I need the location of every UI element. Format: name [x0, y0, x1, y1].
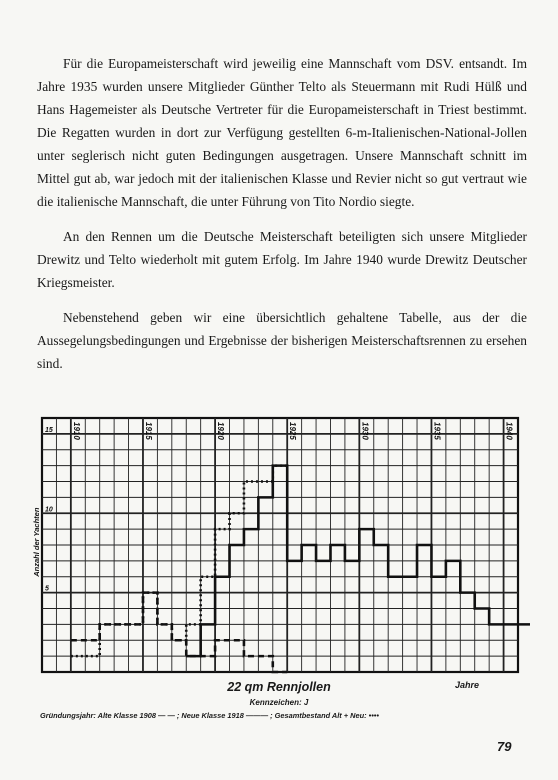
x-tick-label: 1925: [288, 422, 298, 440]
chart-title: 22 qm Rennjollen: [227, 680, 331, 694]
x-tick-label: 1920: [216, 422, 226, 440]
x-tick-label: 1940: [504, 422, 514, 440]
y-tick-label: 5: [45, 585, 49, 593]
y-axis-label: Anzahl der Yachten: [32, 507, 41, 577]
paragraph-2: An den Rennen um die Deutsche Meisterschaft beteiligten sich unsere Mitglieder Drewitz und Telto wiederholt mit gutem Erfolg. Im Jahre 1940 wurde Drewitz Deutscher Kriegsmeister.: [37, 229, 527, 290]
x-tick-label: 1915: [143, 422, 153, 440]
y-tick-label: 15: [45, 426, 53, 434]
body-text: [37, 52, 527, 387]
series-line: [71, 593, 287, 672]
paragraph-3: Nebenstehend geben wir eine übersichtlich gehaltene Tabelle, aus der die Aussegelungsbedingungen und Ergebnisse der bisherigen Meisterschaftsrennen zu ersehen sind.: [37, 310, 527, 371]
paragraph-1: Für die Europameisterschaft wird jeweilig eine Mannschaft vom DSV. entsandt. Im Jahre 1935 wurden unsere Mitglieder Günther Telto als Steuermann mit Rudi Hülß und Hans Hagemeister als Deutsche Vertreter für die Europameisterschaft in Triest bestimmt. Die Regatten wurden in dort zur Verfügung gestellten 6-m-Italienischen-National-Jollen unter seglerisch nicht guten Bedingungen ausgetragen. Unsere Mannschaft schnitt im Mittel gut ab, war jedoch mit der italienischen Klasse und Revier nicht so gut vertraut wie die italienische Mannschaft, die unter Führung von Tito Nordio siegte.: [37, 56, 527, 209]
chart-legend: Gründungsjahr: Alte Klasse 1908 — — ; Neue Klasse 1918 ——— ; Gesamtbestand Alt + Neu: ••••: [40, 711, 379, 720]
page-number: 79: [497, 739, 512, 754]
x-axis-label: Jahre: [455, 680, 480, 690]
x-tick-label: 1910: [71, 422, 81, 440]
x-tick-label: 1935: [432, 422, 442, 440]
chart-subtitle: Kennzeichen: J: [249, 698, 309, 707]
x-tick-label: 1930: [360, 422, 370, 440]
y-tick-label: 10: [45, 506, 53, 514]
yacht-count-chart: [30, 414, 530, 678]
